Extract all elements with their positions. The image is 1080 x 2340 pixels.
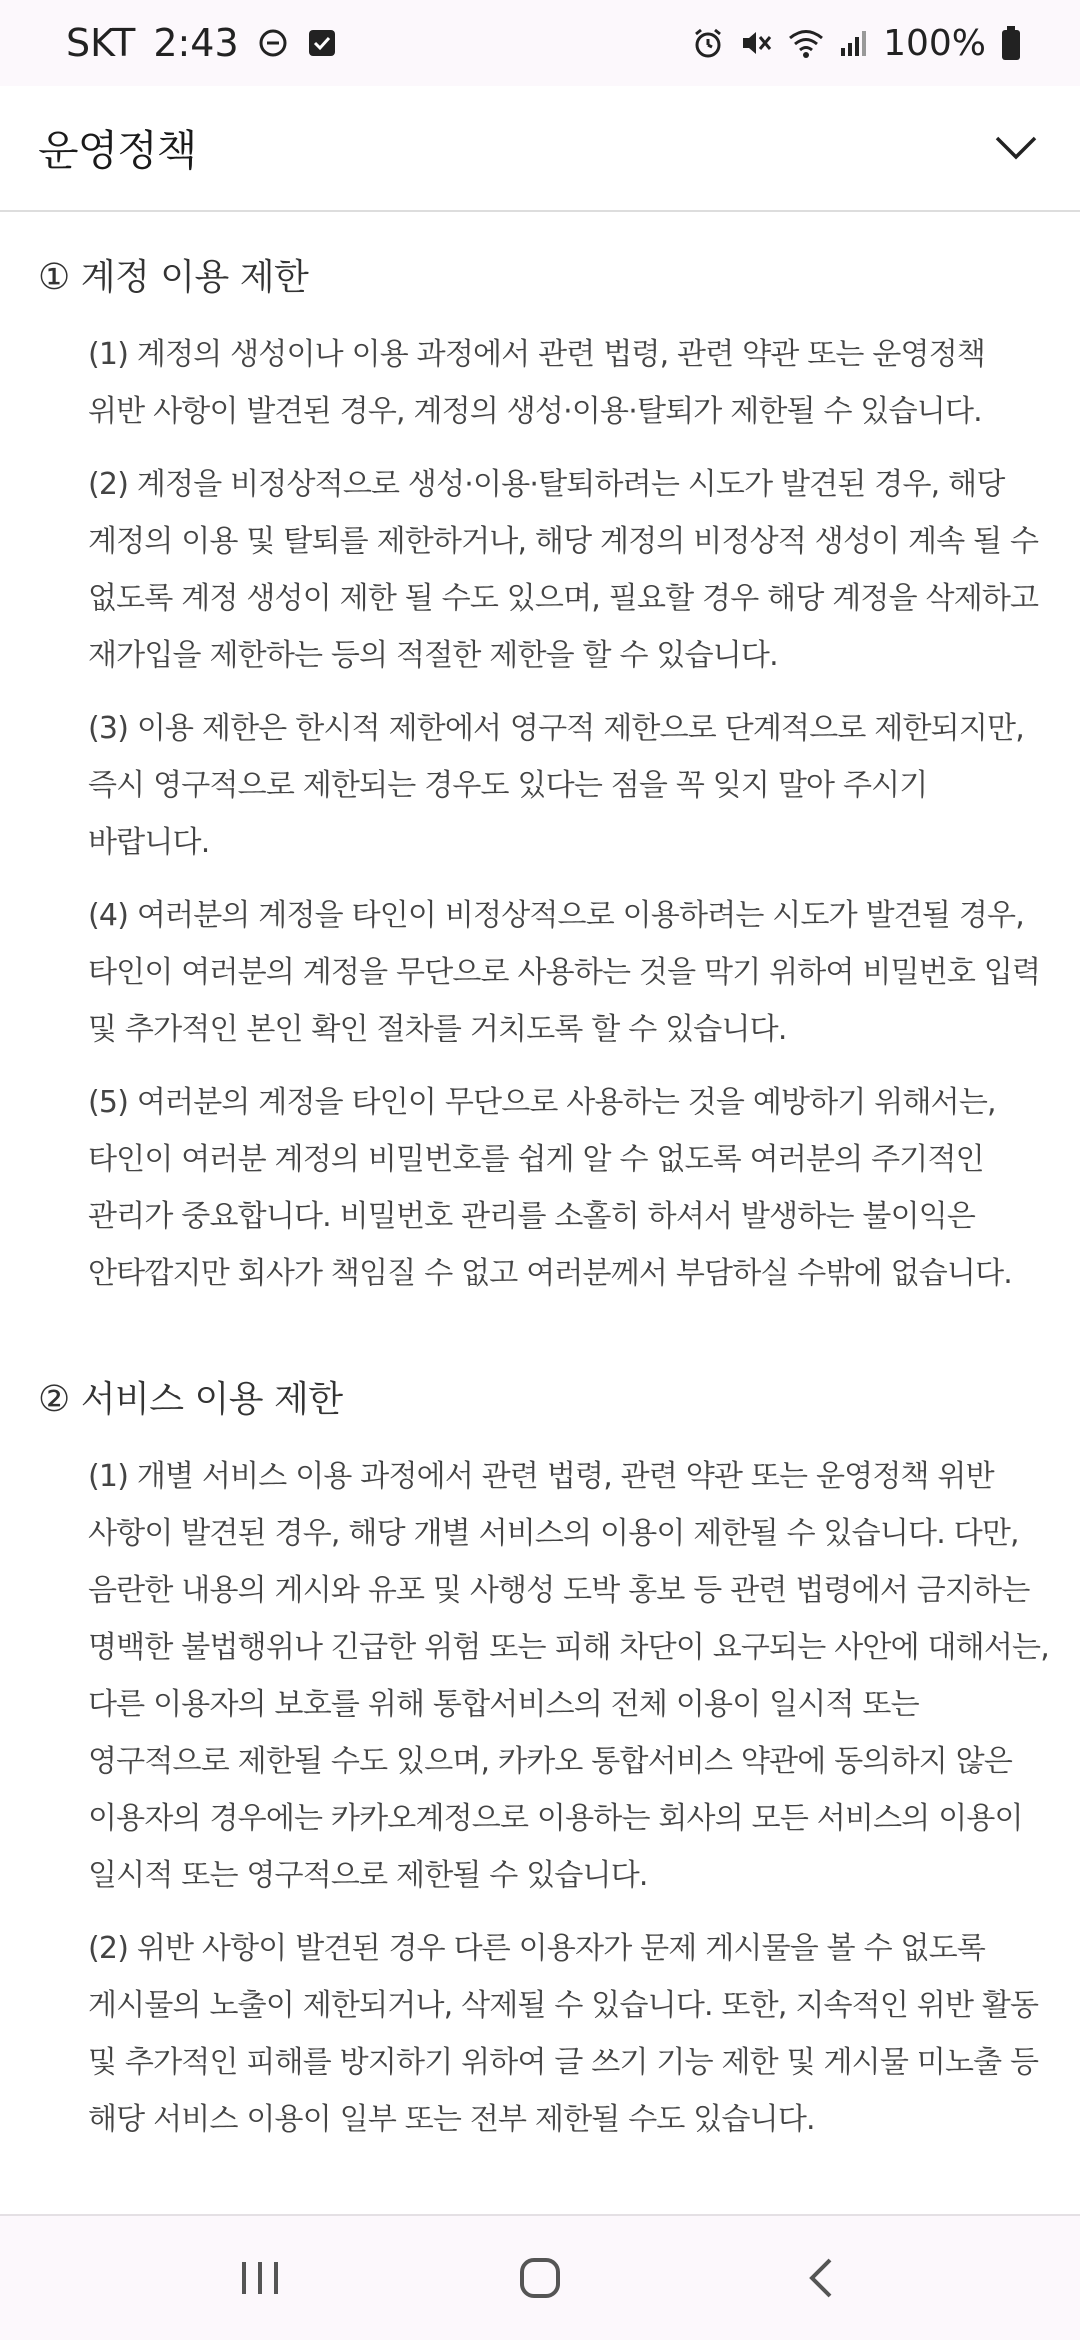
page-title: 운영정책 — [38, 126, 197, 175]
battery-percent: 100% — [883, 22, 986, 64]
do-not-disturb-icon — [257, 27, 289, 59]
policy-paragraph: (1) 개별 서비스 이용 과정에서 관련 법령, 관련 약관 또는 운영정책 위반 사항이 발견된 경우, 해당 개별 서비스의 이용이 제한될 수 있습니다. 다만, 음란한 내용의 게시와 유포 및 사행성 도박 홍보 등 관련 법령에서 금지하는 명백한 불법행위나 긴급한 위험 또는 피해 차단이 요구되는 사안에 대해서는, 다른 이용자의 보호를 위해 통합서비스의 전체 이용이 일시적 또는 영구적으로 제한될 수도 있으며, 카카오 통합서비스 약관에 동의하지 않은 이용자의 경우에는 카카오계정으로 이용하는 회사의 모든 서비스의 이용이 일시적 또는 영구적으로 제한될 수 있습니다. — [88, 1459, 1049, 1893]
status-bar — [0, 0, 1080, 86]
home-button[interactable] — [480, 2228, 600, 2328]
policy-paragraph: (5) 여러분의 계정을 타인이 무단으로 사용하는 것을 예방하기 위해서는, 타인이 여러분 계정의 비밀번호를 쉽게 알 수 없도록 여러분의 주기적인 관리가 중요합니다. 비밀번호 관리를 소홀히 하셔서 발생하는 불이익은 안타깝지만 회사가 책임질 수 없고 여러분께서 부담하실 수밖에 없습니다. — [88, 1085, 1013, 1291]
section-account-restriction — [38, 250, 1050, 1302]
alarm-icon — [691, 26, 725, 60]
section-service-restriction — [38, 1372, 1050, 2148]
policy-paragraph: (2) 계정을 비정상적으로 생성·이용·탈퇴하려는 시도가 발견된 경우, 해당 계정의 이용 및 탈퇴를 제한하거나, 해당 계정의 비정상적 생성이 계속 될 수 없도록 계정 생성이 제한 될 수도 있으며, 필요할 경우 해당 계정을 삭제하고 재가입을 제한하는 등의 적절한 제한을 할 수 있습니다. — [88, 467, 1039, 673]
status-left — [66, 21, 337, 65]
section-spacer — [38, 1318, 1050, 1362]
policy-header[interactable] — [0, 86, 1080, 212]
recent-apps-icon — [238, 2258, 282, 2298]
check-box-icon — [307, 28, 337, 58]
mute-icon — [739, 26, 773, 60]
status-right — [691, 23, 1022, 64]
chevron-down-icon — [994, 134, 1038, 162]
wifi-icon — [787, 27, 825, 59]
section-title: ① 계정 이용 제한 — [38, 257, 309, 298]
carrier-label: SKT — [66, 21, 136, 65]
policy-paragraph: (3) 이용 제한은 한시적 제한에서 영구적 제한으로 단계적으로 제한되지만, 즉시 영구적으로 제한되는 경우도 있다는 점을 꼭 잊지 말아 주시기 바랍니다. — [88, 711, 1024, 860]
policy-paragraph: (1) 계정의 생성이나 이용 과정에서 관련 법령, 관련 약관 또는 운영정책 위반 사항이 발견된 경우, 계정의 생성·이용·탈퇴가 제한될 수 있습니다. — [88, 337, 986, 429]
section-title: ② 서비스 이용 제한 — [38, 1379, 343, 1420]
policy-content[interactable] — [0, 212, 1080, 2212]
battery-icon — [1000, 25, 1022, 61]
home-icon — [518, 2256, 562, 2300]
system-nav-bar — [0, 2214, 1080, 2340]
back-button[interactable] — [760, 2228, 880, 2328]
clock-label: 2:43 — [153, 21, 239, 65]
policy-paragraph: (2) 위반 사항이 발견된 경우 다른 이용자가 문제 게시물을 볼 수 없도록 게시물의 노출이 제한되거나, 삭제될 수 있습니다. 또한, 지속적인 위반 활동 및 추가적인 피해를 방지하기 위하여 글 쓰기 기능 제한 및 게시물 미노출 등 해당 서비스 이용이 일부 또는 전부 제한될 수도 있습니다. — [88, 1931, 1039, 2137]
back-icon — [806, 2256, 834, 2300]
policy-paragraph: (4) 여러분의 계정을 타인이 비정상적으로 이용하려는 시도가 발견될 경우, 타인이 여러분의 계정을 무단으로 사용하는 것을 막기 위하여 비밀번호 입력 및 추가적인 본인 확인 절차를 거치도록 할 수 있습니다. — [88, 898, 1041, 1047]
signal-icon — [839, 28, 869, 58]
collapse-toggle-button[interactable] — [988, 120, 1044, 176]
recent-apps-button[interactable] — [200, 2228, 320, 2328]
